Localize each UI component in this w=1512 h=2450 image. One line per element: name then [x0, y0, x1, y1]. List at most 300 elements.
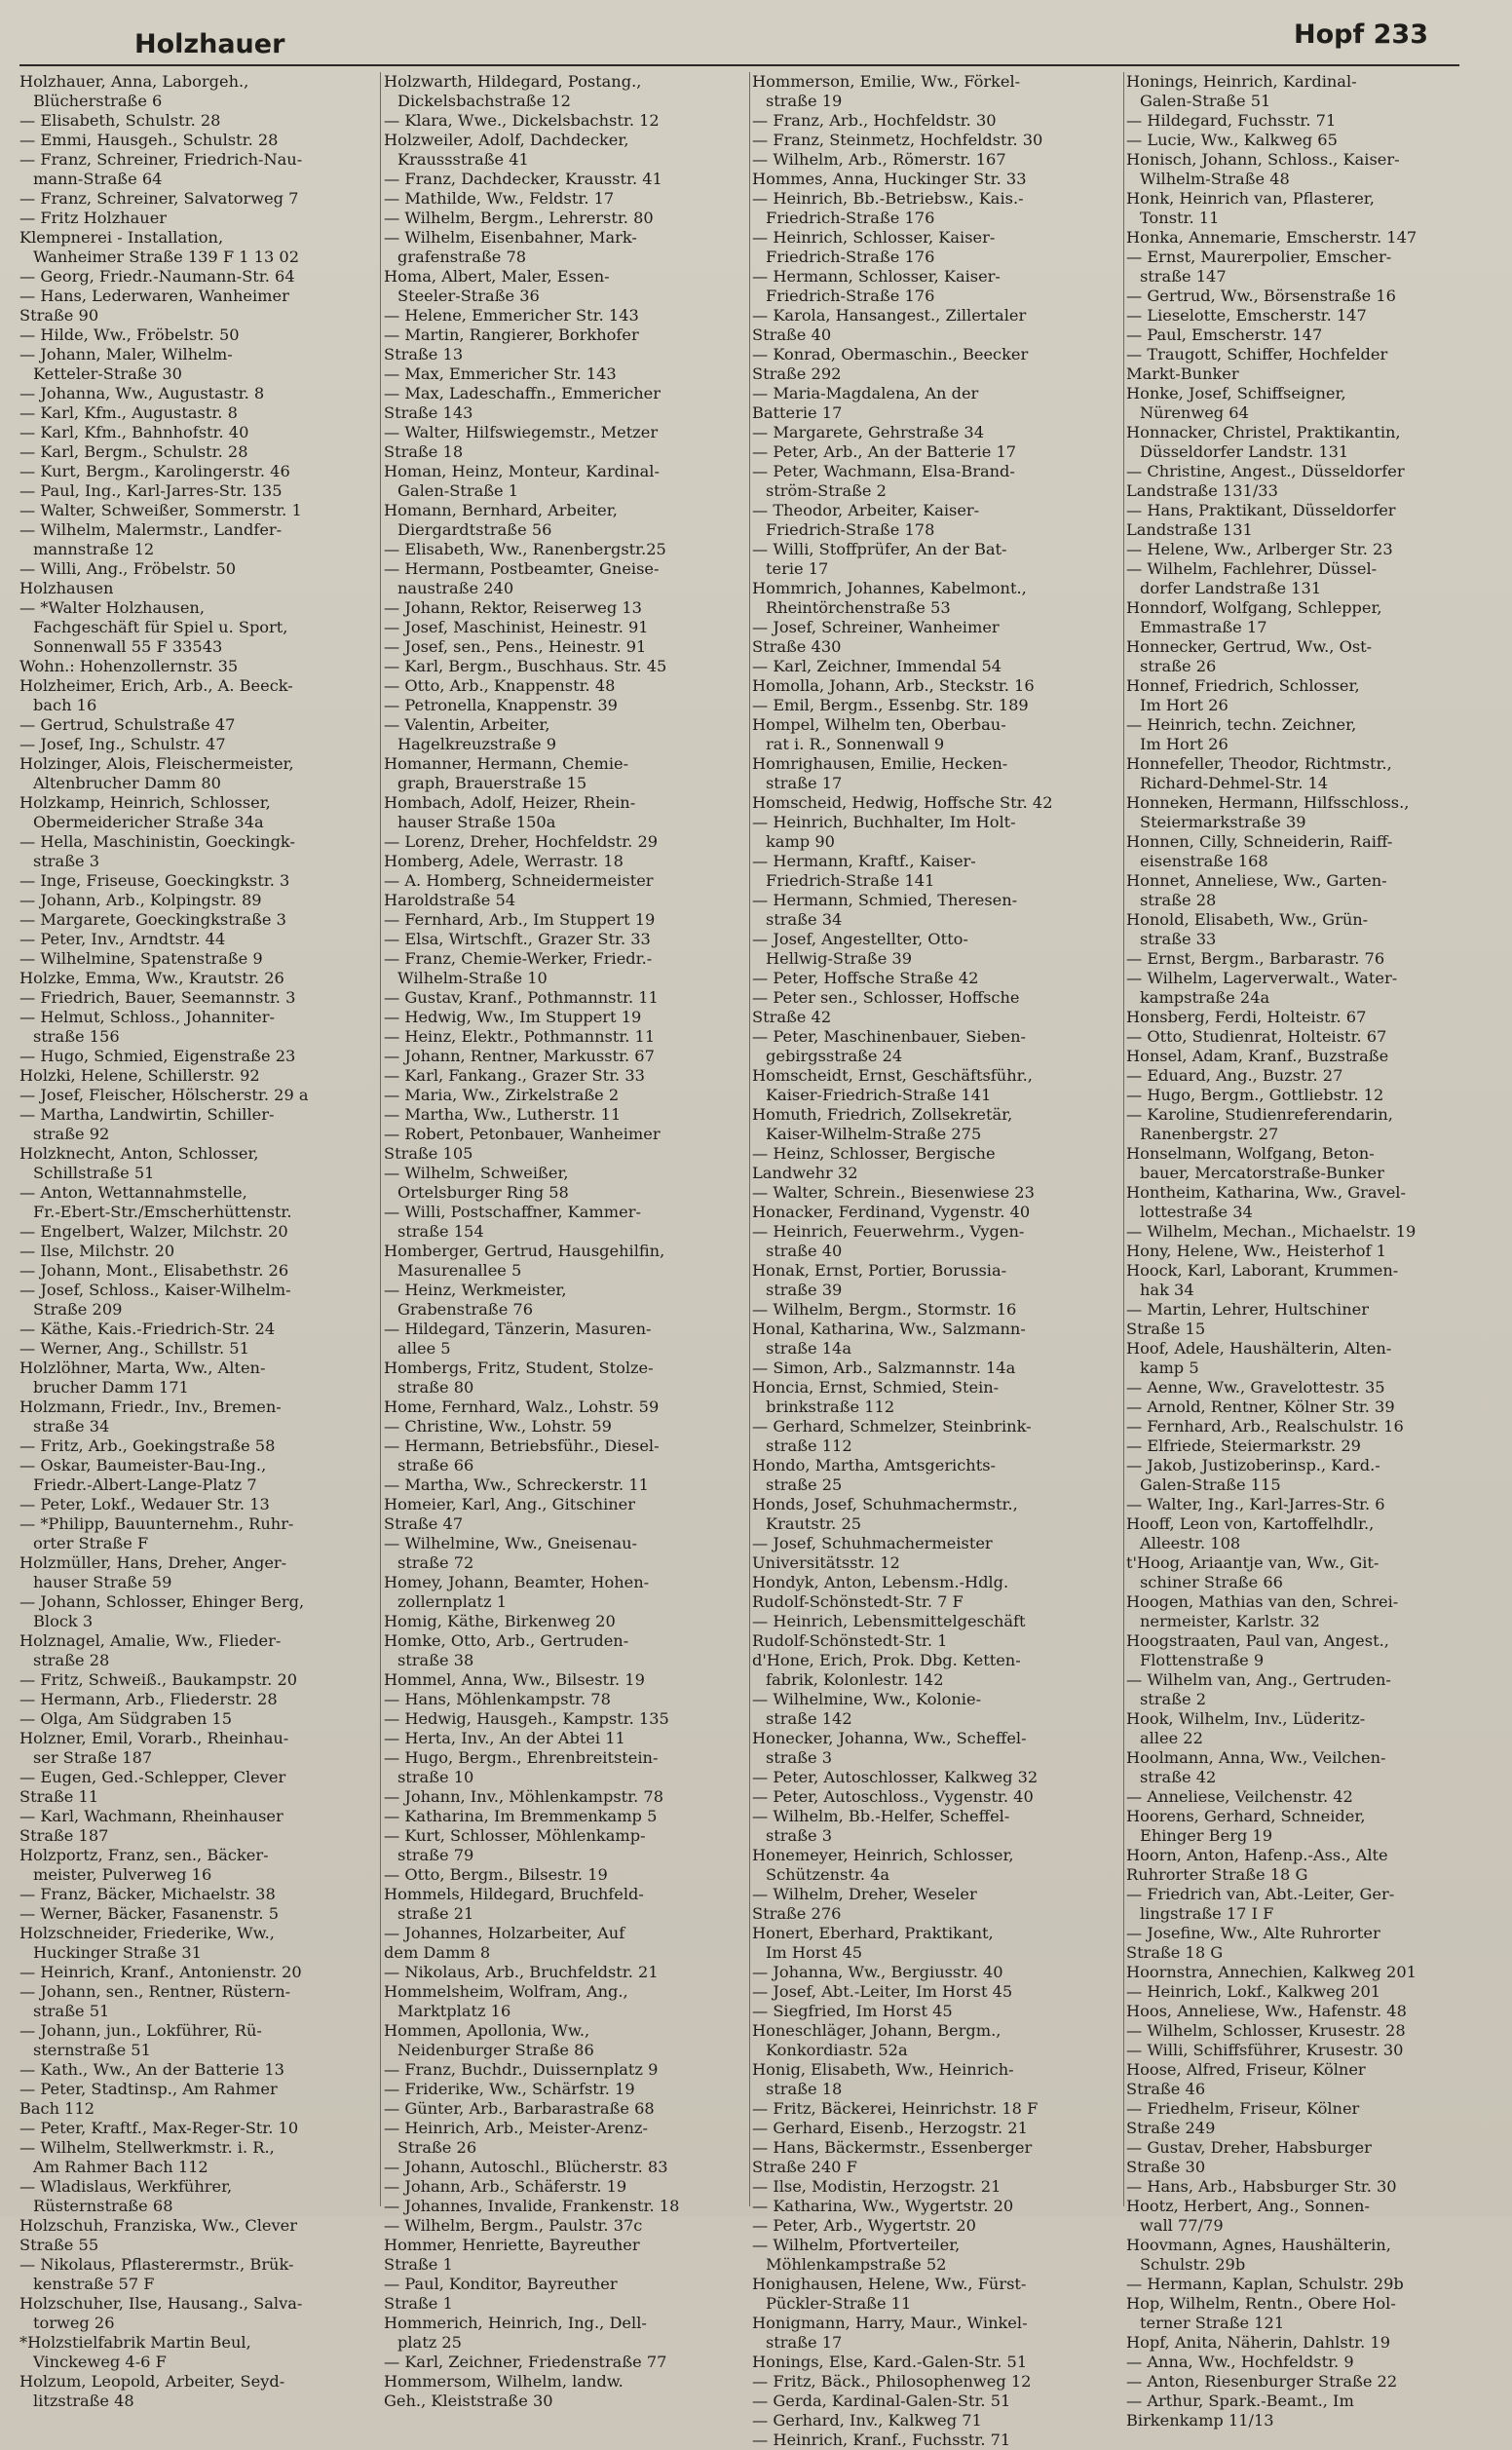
entry-subline: — Martin, Lehrer, Hultschiner [1126, 1300, 1369, 1319]
entry-continuation: Friedrich-Straße 141 [766, 871, 935, 890]
entry-subline: — Kurt, Bergm., Karolingerstr. 46 [19, 462, 290, 480]
entry-subline: — Traugott, Schiffer, Hochfelder [1126, 345, 1388, 364]
entry-continuation: schiner Straße 66 [1140, 1573, 1283, 1591]
entry-line: Straße 18 G [1126, 1943, 1224, 1962]
entry-subline: — Hermann, Betriebsführ., Diesel- [384, 1436, 660, 1455]
entry-line: Honneken, Hermann, Hilfsschloss., [1126, 793, 1410, 812]
entry-subline: — Eugen, Ged.-Schlepper, Clever [19, 1768, 286, 1786]
entry-line: Holzkamp, Heinrich, Schlosser, [19, 793, 271, 812]
entry-subline: — Wilhelm, Stellwerkmstr. i. R., [19, 2138, 275, 2157]
entry-line: Honecker, Johanna, Ww., Scheffel- [752, 1729, 1027, 1747]
entry-continuation: Straße 26 [397, 2138, 477, 2157]
entry-line: Rudolf-Schönstedt-Str. 7 F [752, 1592, 964, 1611]
running-head-left: Holzhauer [134, 29, 285, 59]
entry-line: Hommelsheim, Wolfram, Ang., [384, 1982, 628, 2001]
entry-line: Geh., Kleiststraße 30 [384, 2392, 553, 2410]
entry-line: Homanner, Hermann, Chemie- [384, 754, 629, 773]
entry-line: Bach 112 [19, 2099, 95, 2118]
entry-continuation: Fr.-Ebert-Str./Emscherhüttenstr. [33, 1203, 292, 1221]
entry-continuation: straße 72 [397, 1553, 474, 1572]
entry-continuation: Sonnenwall 55 F 33543 [33, 637, 223, 656]
entry-line: Honnet, Anneliese, Ww., Garten- [1126, 871, 1387, 890]
entry-subline: — Josef, sen., Pens., Heinestr. 91 [384, 637, 647, 656]
entry-line: Honnefeller, Theodor, Richtmstr., [1126, 754, 1392, 773]
entry-subline: — Peter, Autoschlosser, Kalkweg 32 [752, 1768, 1039, 1786]
entry-subline: — Christine, Ww., Lohstr. 59 [384, 1417, 612, 1436]
entry-subline: — Herta, Inv., An der Abtei 11 [384, 1729, 625, 1747]
entry-continuation: Schützenstr. 4a [766, 1865, 890, 1884]
entry-continuation: Huckinger Straße 31 [33, 1943, 202, 1962]
entry-subline: — Walter, Schrein., Biesenwiese 23 [752, 1183, 1035, 1202]
entry-line: Wohn.: Hohenzollernstr. 35 [19, 657, 239, 675]
entry-subline: — Fritz, Arb., Goekingstraße 58 [19, 1436, 276, 1455]
entry-subline: — Josef, Ing., Schulstr. 47 [19, 735, 226, 753]
entry-subline: — Martha, Ww., Lutherstr. 11 [384, 1105, 622, 1124]
entry-subline: — Arthur, Spark.-Beamt., Im [1126, 2392, 1354, 2410]
entry-continuation: terie 17 [766, 559, 829, 578]
entry-subline: — Hugo, Schmied, Eigenstraße 23 [19, 1047, 296, 1065]
entry-line: Hoorens, Gerhard, Schneider, [1126, 1807, 1366, 1825]
entry-continuation: Konkordiastr. 52a [766, 2041, 908, 2059]
entry-subline: — Hans, Lederwaren, Wanheimer [19, 287, 289, 305]
entry-subline: — Ilse, Milchstr. 20 [19, 1242, 175, 1260]
entry-subline: — Franz, Schreiner, Friedrich-Nau- [19, 150, 303, 169]
entry-continuation: Block 3 [33, 1612, 94, 1630]
entry-line: Honold, Elisabeth, Ww., Grün- [1126, 910, 1369, 929]
entry-continuation: wall 77/79 [1140, 2216, 1224, 2235]
entry-continuation: Marktplatz 16 [397, 2002, 511, 2020]
entry-subline: — Willi, Schiffsführer, Krusestr. 30 [1126, 2041, 1404, 2059]
entry-subline: — Elisabeth, Ww., Ranenbergstr.25 [384, 540, 666, 558]
entry-continuation: Blücherstraße 6 [33, 92, 163, 110]
entry-subline: — Josef, Schloss., Kaiser-Wilhelm- [19, 1281, 291, 1299]
entry-line: Straße 292 [752, 364, 842, 383]
entry-continuation: straße 147 [1140, 267, 1227, 286]
entry-subline: — Gerhard, Schmelzer, Steinbrink- [752, 1417, 1032, 1436]
entry-line: Holzheimer, Erich, Arb., A. Beeck- [19, 676, 293, 695]
entry-line: Honeschläger, Johann, Bergm., [752, 2021, 1002, 2040]
entry-continuation: straße 154 [397, 1222, 484, 1241]
entry-continuation: brucher Damm 171 [33, 1378, 189, 1397]
entry-line: Straße 143 [384, 403, 473, 422]
entry-continuation: Ehinger Berg 19 [1140, 1826, 1272, 1845]
directory-columns [19, 72, 1491, 2449]
entry-subline: — Peter, Hoffsche Straße 42 [752, 969, 979, 987]
entry-subline: — Heinrich, Feuerwehrm., Vygen- [752, 1222, 1025, 1241]
entry-subline: — Ilse, Modistin, Herzogstr. 21 [752, 2177, 1002, 2196]
entry-continuation: Kaiser-Friedrich-Straße 141 [766, 1086, 992, 1104]
entry-line: Hondo, Martha, Amtsgerichts- [752, 1456, 997, 1474]
entry-continuation: Schillstraße 51 [33, 1164, 155, 1182]
entry-line: Holzknecht, Anton, Schlosser, [19, 1144, 259, 1163]
entry-subline: — Walter, Hilfswiegemstr., Metzer [384, 423, 659, 441]
entry-continuation: straße 28 [33, 1651, 110, 1669]
entry-subline: — Emmi, Hausgeh., Schulstr. 28 [19, 131, 279, 149]
entry-line: Hoogstraaten, Paul van, Angest., [1126, 1631, 1389, 1650]
entry-subline: — Wilhelm, Schlosser, Krusestr. 28 [1126, 2021, 1406, 2040]
entry-continuation: Vinckeweg 4-6 F [33, 2353, 167, 2371]
entry-line: Homrighausen, Emilie, Hecken- [752, 754, 1008, 773]
entry-subline: — Maria-Magdalena, An der [752, 384, 979, 402]
entry-subline: — Walter, Ing., Karl-Jarres-Str. 6 [1126, 1495, 1385, 1513]
entry-subline: — Martha, Landwirtin, Schiller- [19, 1105, 275, 1124]
entry-subline: — Fritz, Bäck., Philosophenweg 12 [752, 2372, 1032, 2391]
entry-subline: — Karoline, Studienreferendarin, [1126, 1105, 1393, 1124]
entry-line: t'Hoog, Ariaantje van, Ww., Git- [1126, 1553, 1380, 1572]
entry-line: Straße 1 [384, 2255, 453, 2274]
entry-line: Honnen, Cilly, Schneiderin, Raiff- [1126, 832, 1393, 851]
entry-subline: — Anneliese, Veilchenstr. 42 [1126, 1787, 1353, 1806]
entry-subline: — Mathilde, Ww., Feldstr. 17 [384, 189, 615, 208]
entry-line: Homann, Bernhard, Arbeiter, [384, 501, 618, 519]
entry-line: Haroldstraße 54 [384, 891, 516, 909]
entry-line: Hoorn, Anton, Hafenp.-Ass., Alte [1126, 1846, 1388, 1864]
entry-continuation: orter Straße F [33, 1534, 149, 1552]
entry-subline: — Fernhard, Arb., Realschulstr. 16 [1126, 1417, 1404, 1436]
entry-continuation: nermeister, Karlstr. 32 [1140, 1612, 1320, 1630]
entry-subline: — Johann, Schlosser, Ehinger Berg, [19, 1592, 305, 1611]
entry-continuation: straße 92 [33, 1125, 110, 1143]
entry-line: Hoovmann, Agnes, Haushälterin, [1126, 2236, 1391, 2254]
entry-line: Homolla, Johann, Arb., Steckstr. 16 [752, 676, 1035, 695]
entry-subline: — Peter, Stadtinsp., Am Rahmer [19, 2080, 278, 2098]
entry-line: Honsel, Adam, Kranf., Buzstraße [1126, 1047, 1389, 1065]
entry-line: Birkenkamp 11/13 [1126, 2411, 1274, 2430]
entry-line: Straße 105 [384, 1144, 473, 1163]
entry-subline: — Robert, Petonbauer, Wanheimer [384, 1125, 661, 1143]
entry-subline: — Hermann, Postbeamter, Gneise- [384, 559, 660, 578]
entry-subline: — Eduard, Ang., Buzstr. 27 [1126, 1066, 1343, 1085]
entry-subline: — Willi, Stoffprüfer, An der Bat- [752, 540, 1007, 558]
entry-subline: — Peter, Arb., An der Batterie 17 [752, 442, 1017, 461]
entry-continuation: graph, Brauerstraße 15 [397, 774, 587, 792]
entry-subline: — Gustav, Kranf., Pothmannstr. 11 [384, 988, 659, 1007]
entry-line: Homeier, Karl, Ang., Gitschiner [384, 1495, 635, 1513]
entry-subline: — Peter, Wachmann, Elsa-Brand- [752, 462, 1015, 480]
entry-line: Hombach, Adolf, Heizer, Rhein- [384, 793, 636, 812]
entry-continuation: grafenstraße 78 [397, 248, 527, 266]
entry-continuation: Ortelsburger Ring 58 [397, 1183, 569, 1202]
entry-continuation: Rüsternstraße 68 [33, 2197, 173, 2215]
entry-subline: — Friedhelm, Friseur, Kölner [1126, 2099, 1360, 2118]
entry-subline: — Josef, Abt.-Leiter, Im Horst 45 [752, 1982, 1013, 2001]
entry-line: Rudolf-Schönstedt-Str. 1 [752, 1631, 948, 1650]
entry-subline: — Wilhelm, Fachlehrer, Düssel- [1126, 559, 1378, 578]
entry-continuation: straße 26 [1140, 657, 1217, 675]
entry-continuation: lottestraße 34 [1140, 1203, 1253, 1221]
entry-continuation: ström-Straße 2 [766, 481, 887, 500]
entry-continuation: straße 42 [1140, 1768, 1217, 1786]
entry-line: Landstraße 131 [1126, 520, 1253, 539]
entry-subline: — Franz, Chemie-Werker, Friedr.- [384, 949, 653, 968]
directory-column-2 [384, 72, 754, 2410]
entry-subline: — Otto, Studienrat, Holteistr. 67 [1126, 1027, 1387, 1046]
entry-continuation: straße 17 [766, 2333, 843, 2352]
entry-continuation: Galen-Straße 51 [1140, 92, 1271, 110]
entry-line: Homig, Käthe, Birkenweg 20 [384, 1612, 616, 1630]
entry-subline: — Johanna, Ww., Augustastr. 8 [19, 384, 265, 402]
entry-subline: — *Walter Holzhausen, [19, 598, 205, 617]
entry-subline: — Margarete, Goeckingkstraße 3 [19, 910, 286, 929]
entry-continuation: rat i. R., Sonnenwall 9 [766, 735, 945, 753]
entry-subline: — Hans, Praktikant, Düsseldorfer [1126, 501, 1396, 519]
entry-continuation: straße 2 [1140, 1690, 1207, 1708]
entry-subline: — Wilhelm, Pfortverteiler, [752, 2236, 961, 2254]
entry-subline: — Wilhelm, Schweißer, [384, 1164, 569, 1182]
entry-line: Hommer, Henriette, Bayreuther [384, 2236, 640, 2254]
entry-continuation: straße 17 [766, 774, 843, 792]
entry-continuation: Friedrich-Straße 178 [766, 520, 935, 539]
entry-continuation: hauser Straße 59 [33, 1573, 172, 1591]
entry-subline: — Friedrich, Bauer, Seemannstr. 3 [19, 988, 296, 1007]
entry-line: Honert, Eberhard, Praktikant, [752, 1924, 994, 1942]
entry-subline: — Wilhelm, Malermstr., Landfer- [19, 520, 283, 539]
entry-continuation: hak 34 [1140, 1281, 1194, 1299]
entry-subline: — Inge, Friseuse, Goeckingkstr. 3 [19, 871, 290, 890]
entry-continuation: straße 39 [766, 1281, 843, 1299]
entry-subline: — Elisabeth, Schulstr. 28 [19, 111, 221, 130]
entry-continuation: Emmastraße 17 [1140, 618, 1267, 636]
entry-subline: — Franz, Arb., Hochfeldstr. 30 [752, 111, 997, 130]
entry-subline: — Gertrud, Schulstraße 47 [19, 715, 236, 734]
entry-line: dem Damm 8 [384, 1943, 491, 1962]
entry-subline: — A. Homberg, Schneidermeister [384, 871, 654, 890]
entry-continuation: gebirgsstraße 24 [766, 1047, 903, 1065]
entry-continuation: bauer, Mercatorstraße-Bunker [1140, 1164, 1384, 1182]
entry-subline: — Josef, Schuhmachermeister [752, 1534, 993, 1552]
entry-line: Homuth, Friedrich, Zollsekretär, [752, 1105, 1013, 1124]
entry-subline: — Jakob, Justizoberinsp., Kard.- [1126, 1456, 1380, 1474]
entry-line: Honds, Josef, Schuhmachermstr., [752, 1495, 1018, 1513]
entry-line: Hook, Wilhelm, Inv., Lüderitz- [1126, 1709, 1366, 1728]
entry-continuation: straße 156 [33, 1027, 120, 1046]
entry-continuation: Schulstr. 29b [1140, 2255, 1246, 2274]
entry-subline: — Josef, Fleischer, Hölscherstr. 29 a [19, 1086, 309, 1104]
entry-continuation: meister, Pulverweg 16 [33, 1865, 212, 1884]
entry-line: *Holzstielfabrik Martin Beul, [19, 2333, 251, 2352]
entry-subline: — Franz, Schreiner, Salvatorweg 7 [19, 189, 299, 208]
entry-subline: — Paul, Konditor, Bayreuther [384, 2275, 618, 2293]
entry-continuation: straße 10 [397, 1768, 474, 1786]
entry-continuation: Ketteler-Straße 30 [33, 364, 182, 383]
entry-line: Straße 42 [752, 1008, 832, 1026]
entry-subline: — Simon, Arb., Salzmannstr. 14a [752, 1359, 1016, 1377]
entry-continuation: straße 3 [766, 1826, 833, 1845]
entry-subline: — Heinrich, Buchhalter, Im Holt- [752, 813, 1016, 831]
entry-subline: — Gerhard, Inv., Kalkweg 71 [752, 2411, 982, 2430]
entry-line: Holzum, Leopold, Arbeiter, Seyd- [19, 2372, 285, 2391]
entry-line: Honndorf, Wolfgang, Schlepper, [1126, 598, 1382, 617]
entry-subline: — Lorenz, Dreher, Hochfeldstr. 29 [384, 832, 659, 851]
entry-subline: — Johann, Inv., Möhlenkampstr. 78 [384, 1787, 664, 1806]
entry-continuation: naustraße 240 [397, 579, 514, 597]
entry-line: Homan, Heinz, Monteur, Kardinal- [384, 462, 660, 480]
entry-continuation: Im Horst 45 [766, 1943, 863, 1962]
entry-subline: — Fritz, Bäckerei, Heinrichstr. 18 F [752, 2099, 1039, 2118]
entry-continuation: Tonstr. 11 [1140, 209, 1220, 227]
entry-subline: — Hans, Arb., Habsburger Str. 30 [1126, 2177, 1397, 2196]
entry-line: Hop, Wilhelm, Rentn., Obere Hol- [1126, 2294, 1396, 2313]
entry-continuation: Kaiser-Wilhelm-Straße 275 [766, 1125, 982, 1143]
entry-line: Honings, Heinrich, Kardinal- [1126, 72, 1357, 91]
entry-subline: — Heinrich, Schlosser, Kaiser- [752, 228, 996, 247]
entry-subline: — Johann, Rentner, Markusstr. 67 [384, 1047, 655, 1065]
entry-line: Hontheim, Katharina, Ww., Gravel- [1126, 1183, 1406, 1202]
entry-subline: — Wladislaus, Werkführer, [19, 2177, 233, 2196]
entry-subline: — Heinrich, techn. Zeichner, [1126, 715, 1357, 734]
entry-subline: — Hildegard, Tänzerin, Masuren- [384, 1320, 652, 1338]
entry-subline: — Wilhelmine, Ww., Gneisenau- [384, 1534, 638, 1552]
entry-subline: — Petronella, Knappenstr. 39 [384, 696, 618, 714]
entry-line: Honnacker, Christel, Praktikantin, [1126, 423, 1401, 441]
entry-subline: — Wilhelm, Eisenbahner, Mark- [384, 228, 637, 247]
entry-subline: — Johannes, Holzarbeiter, Auf [384, 1924, 625, 1942]
entry-line: Honemeyer, Heinrich, Schlosser, [752, 1846, 1014, 1864]
directory-column-4 [1126, 72, 1489, 2430]
entry-subline: — Karl, Fankang., Grazer Str. 33 [384, 1066, 645, 1085]
entry-line: Straße 276 [752, 1904, 842, 1923]
entry-subline: — Heinrich, Arb., Meister-Arenz- [384, 2119, 648, 2137]
entry-continuation: straße 3 [766, 1748, 833, 1767]
entry-subline: — Karola, Hansangest., Zillertaler [752, 306, 1027, 325]
entry-line: Straße 1 [384, 2294, 453, 2313]
entry-continuation: Hagelkreuzstraße 9 [397, 735, 557, 753]
entry-line: Holzmüller, Hans, Dreher, Anger- [19, 1553, 287, 1572]
entry-subline: — Gustav, Dreher, Habsburger [1126, 2138, 1372, 2157]
entry-line: Holzportz, Franz, sen., Bäcker- [19, 1846, 269, 1864]
entry-subline: — Werner, Bäcker, Fasanenstr. 5 [19, 1904, 280, 1923]
entry-subline: — Helmut, Schloss., Johanniter- [19, 1008, 275, 1026]
entry-subline: — Theodor, Arbeiter, Kaiser- [752, 501, 980, 519]
entry-continuation: Im Hort 26 [1140, 696, 1228, 714]
entry-continuation: kampstraße 24a [1140, 988, 1270, 1007]
entry-subline: — Heinrich, Kranf., Fuchsstr. 71 [752, 2431, 1011, 2449]
entry-continuation: Kraussstraße 41 [397, 150, 529, 169]
entry-continuation: straße 19 [766, 92, 843, 110]
entry-continuation: Hellwig-Straße 39 [766, 949, 913, 968]
entry-subline: — Oskar, Baumeister-Bau-Ing., [19, 1456, 267, 1474]
page-header [0, 14, 1512, 62]
entry-subline: — Heinrich, Lebensmittelgeschäft [752, 1612, 1026, 1630]
entry-line: Hony, Helene, Ww., Heisterhof 1 [1126, 1242, 1386, 1260]
entry-subline: — Karl, Wachmann, Rheinhauser [19, 1807, 284, 1825]
entry-continuation: Galen-Straße 1 [397, 481, 519, 500]
entry-subline: — Johann, Maler, Wilhelm- [19, 345, 233, 364]
entry-subline: — Elfriede, Steiermarkstr. 29 [1126, 1436, 1361, 1455]
entry-subline: — Werner, Ang., Schillstr. 51 [19, 1339, 249, 1358]
entry-line: Honcia, Ernst, Schmied, Stein- [752, 1378, 1000, 1397]
entry-subline: — Walter, Schweißer, Sommerstr. 1 [19, 501, 302, 519]
entry-line: Straße 18 [384, 442, 464, 461]
entry-continuation: Im Hort 26 [1140, 735, 1228, 753]
entry-line: Klempnerei - Installation, [19, 228, 224, 247]
entry-line: Home, Fernhard, Walz., Lohstr. 59 [384, 1397, 660, 1416]
entry-line: Hommrich, Johannes, Kabelmont., [752, 579, 1027, 597]
entry-subline: — Wilhelmine, Ww., Kolonie- [752, 1690, 982, 1708]
entry-subline: — Valentin, Arbeiter, [384, 715, 550, 734]
entry-subline: — Anton, Wettannahmstelle, [19, 1183, 247, 1202]
entry-subline: — Karl, Bergm., Schulstr. 28 [19, 442, 248, 461]
entry-subline: — Hedwig, Ww., Im Stuppert 19 [384, 1008, 642, 1026]
entry-line: Homscheid, Hedwig, Hoffsche Str. 42 [752, 793, 1053, 812]
entry-subline: — Franz, Dachdecker, Krausstr. 41 [384, 170, 662, 188]
entry-line: Straße 47 [384, 1514, 464, 1533]
entry-line: Honke, Josef, Schiffseigner, [1126, 384, 1346, 402]
entry-line: Holzki, Helene, Schillerstr. 92 [19, 1066, 260, 1085]
entry-subline: — Kurt, Schlosser, Möhlenkamp- [384, 1826, 646, 1845]
entry-line: Markt-Bunker [1126, 364, 1239, 383]
entry-line: Homberger, Gertrud, Hausgehilfin, [384, 1242, 665, 1260]
entry-continuation: platz 25 [397, 2333, 462, 2352]
entry-subline: — Karl, Zeichner, Immendal 54 [752, 657, 1002, 675]
entry-continuation: straße 142 [766, 1709, 852, 1728]
entry-line: Hommerich, Heinrich, Ing., Dell- [384, 2314, 647, 2332]
entry-subline: — Olga, Am Südgraben 15 [19, 1709, 233, 1728]
entry-line: Holzinger, Alois, Fleischermeister, [19, 754, 294, 773]
entry-continuation: straße 40 [766, 1242, 843, 1260]
entry-subline: — Hilde, Ww., Fröbelstr. 50 [19, 325, 240, 344]
entry-subline: — Willi, Postschaffner, Kammer- [384, 1203, 641, 1221]
entry-continuation: Nürenweg 64 [1140, 403, 1249, 422]
entry-line: Hooff, Leon von, Kartoffelhdlr., [1126, 1514, 1375, 1533]
entry-subline: — Johann, jun., Lokführer, Rü- [19, 2021, 262, 2040]
entry-continuation: straße 25 [766, 1475, 843, 1494]
entry-line: Hommersom, Wilhelm, landw. [384, 2372, 624, 2391]
entry-line: Honnef, Friedrich, Schlosser, [1126, 676, 1360, 695]
entry-continuation: Neidenburger Straße 86 [397, 2041, 594, 2059]
entry-line: Hopf, Anita, Näherin, Dahlstr. 19 [1126, 2333, 1391, 2352]
entry-subline: — Katharina, Im Bremmenkamp 5 [384, 1807, 658, 1825]
entry-continuation: Fachgeschäft für Spiel u. Sport, [33, 618, 288, 636]
entry-subline: — Fernhard, Arb., Im Stuppert 19 [384, 910, 656, 929]
entry-line: Honal, Katharina, Ww., Salzmann- [752, 1320, 1026, 1338]
entry-line: Hondyk, Anton, Lebensm.-Hdlg. [752, 1573, 1009, 1591]
header-rule [19, 64, 1459, 66]
entry-line: Straße 55 [19, 2236, 99, 2254]
entry-line: Hombergs, Fritz, Student, Stolze- [384, 1359, 654, 1377]
entry-subline: — Paul, Ing., Karl-Jarres-Str. 135 [19, 481, 283, 500]
entry-subline: — Heinrich, Lokf., Kalkweg 201 [1126, 1982, 1381, 2001]
entry-subline: — Peter, Inv., Arndtstr. 44 [19, 930, 226, 948]
entry-subline: — Johann, Mont., Elisabethstr. 26 [19, 1261, 289, 1280]
entry-continuation: straße 34 [33, 1417, 110, 1436]
entry-subline: — Johannes, Invalide, Frankenstr. 18 [384, 2197, 680, 2215]
entry-subline: — Wilhelm, Bb.-Helfer, Scheffel- [752, 1807, 1010, 1825]
entry-continuation: ser Straße 187 [33, 1748, 153, 1767]
entry-subline: — Heinz, Elektr., Pothmannstr. 11 [384, 1027, 656, 1046]
entry-subline: — Hermann, Schmied, Theresen- [752, 891, 1018, 909]
entry-line: Hompel, Wilhelm ten, Oberbau- [752, 715, 1006, 734]
entry-subline: — Johann, sen., Rentner, Rüstern- [19, 1982, 291, 2001]
entry-line: Honisch, Johann, Schloss., Kaiser- [1126, 150, 1400, 169]
entry-continuation: straße 51 [33, 2002, 110, 2020]
entry-line: Honings, Else, Kard.-Galen-Str. 51 [752, 2353, 1028, 2371]
entry-subline: — Käthe, Kais.-Friedrich-Str. 24 [19, 1320, 276, 1338]
entry-continuation: fabrik, Kolonlestr. 142 [766, 1670, 944, 1689]
entry-continuation: zollernplatz 1 [397, 1592, 508, 1611]
entry-continuation: Ranenbergstr. 27 [1140, 1125, 1279, 1143]
entry-subline: — Lieselotte, Emscherstr. 147 [1126, 306, 1367, 325]
entry-subline: — Heinz, Werkmeister, [384, 1281, 567, 1299]
entry-subline: — Klara, Wwe., Dickelsbachstr. 12 [384, 111, 660, 130]
entry-line: Straße 46 [1126, 2080, 1206, 2098]
entry-continuation: litzstraße 48 [33, 2392, 134, 2410]
entry-subline: — Josef, Maschinist, Heinestr. 91 [384, 618, 649, 636]
entry-line: Hoos, Anneliese, Ww., Hafenstr. 48 [1126, 2002, 1407, 2020]
entry-continuation: straße 34 [766, 910, 843, 929]
entry-subline: — Karl, Bergm., Buschhaus. Str. 45 [384, 657, 667, 675]
entry-line: Ruhrorter Straße 18 G [1126, 1865, 1308, 1884]
